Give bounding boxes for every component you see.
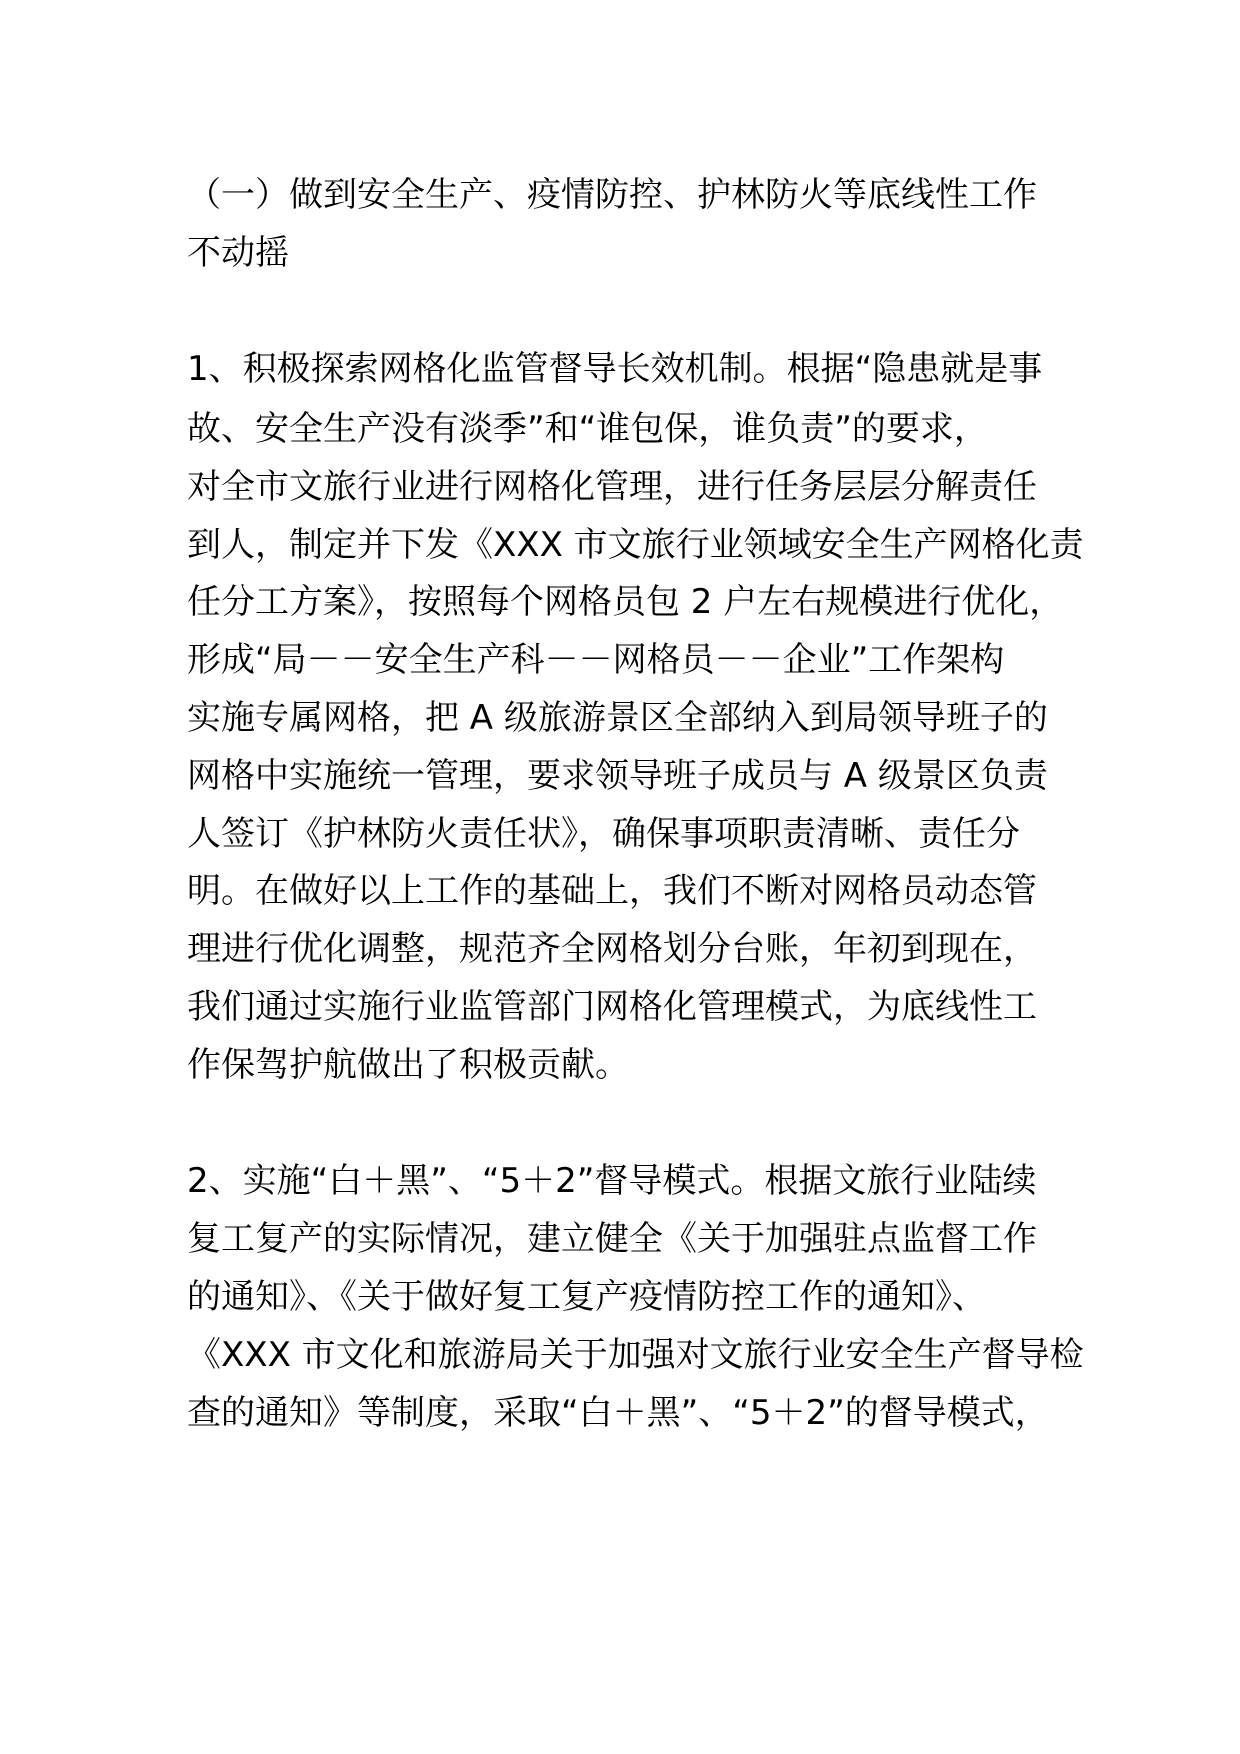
paragraph-line: 人签订《护林防火责任状》，确保事项职责清晰、责任分 [187,814,1020,854]
paragraph-line: 1、积极探索网格化监管督导长效机制。根据“隐患就是事 [187,349,1043,389]
heading-line: 不动摇 [187,233,289,273]
paragraph-line: 对全市文旅行业进行网格化管理，进行任务层层分解责任 [187,467,1037,507]
paragraph-line: 明。在做好以上工作的基础上，我们不断对网格员动态管 [187,871,1037,911]
paragraph-line: 理进行优化调整，规范齐全网格划分台账，年初到现在， [187,929,1037,969]
paragraph-line: 实施专属网格，把 A 级旅游景区全部纳入到局领导班子的 [187,698,1048,738]
paragraph-line: 形成“局－－安全生产科－－网格员－－企业”工作架构 [187,640,1005,680]
paragraph-line: 的通知》、《关于做好复工复产疫情防控工作的通知》、 [187,1277,986,1317]
paragraph-line: 故、安全生产没有淡季”和“谁包保，谁负责”的要求， [187,409,988,449]
paragraph-line: 任分工方案》，按照每个网格员包 2 户左右规模进行优化， [187,582,1064,622]
paragraph-line: 到人，制定并下发《XXX 市文旅行业领域安全生产网格化责 [187,525,1084,565]
paragraph-line: 查的通知》等制度，采取“白＋黑”、“5＋2”的督导模式， [187,1393,1049,1433]
paragraph-line: 复工复产的实际情况，建立健全《关于加强驻点监督工作 [187,1219,1037,1259]
heading-line: （一）做到安全生产、疫情防控、护林防火等底线性工作 [187,175,1037,215]
paragraph-line: 网格中实施统一管理，要求领导班子成员与 A 级景区负责 [187,756,1048,796]
paragraph-line: 我们通过实施行业监管部门网格化管理模式，为底线性工 [187,987,1037,1027]
paragraph-line: 作保驾护航做出了积极贡献。 [187,1045,629,1085]
paragraph-line: 2、实施“白＋黑”、“5＋2”督导模式。根据文旅行业陆续 [187,1161,1037,1201]
paragraph-line: 《XXX 市文化和旅游局关于加强对文旅行业安全生产督导检 [187,1335,1084,1375]
